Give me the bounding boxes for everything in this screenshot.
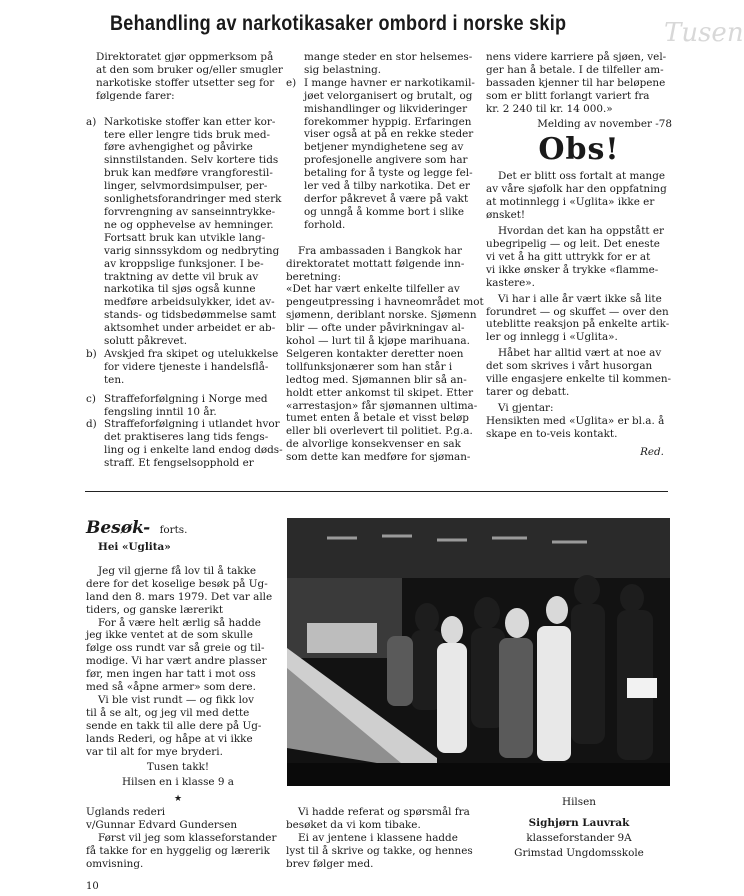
text-line: viser også at på en rekke steder xyxy=(304,128,474,141)
column-2 xyxy=(286,51,484,464)
text-line: det praktiseres lang tids fengs- xyxy=(104,431,269,444)
text-line: Fortsatt bruk kan utvikle lang- xyxy=(104,231,266,244)
list-marker: c) xyxy=(86,392,96,405)
bottom-right-signature xyxy=(486,796,672,860)
text-line: følgende farer: xyxy=(96,89,175,102)
signature-red: Red. xyxy=(640,445,664,458)
list-item-c xyxy=(86,393,270,419)
text-line: sinnstilstanden. Selv kortere tids xyxy=(104,154,279,167)
text-line: betjener myndighetene seg av xyxy=(304,141,464,154)
list-marker: e) xyxy=(286,76,297,89)
text-line: forundret — og skuffet — over den xyxy=(486,305,669,318)
obs-heading: Obs! xyxy=(538,132,620,168)
text-line: ger han å betale. I de tilfeller am- xyxy=(486,63,664,76)
text-line: det som skrives i vårt husorgan xyxy=(486,360,653,373)
text-line: tumet enten å betale et visst beløp xyxy=(286,412,469,425)
students-photo-illustration xyxy=(287,518,670,786)
address-line: Uglands rederi xyxy=(86,806,166,819)
text-line: bassaden kjenner til har beløpene xyxy=(486,76,666,89)
text-line: lands Rederi, og håpe at vi ikke xyxy=(86,732,253,745)
text-line: tere eller lengre tids bruk med- xyxy=(104,128,271,141)
text-line: traktning av dette vil bruk av xyxy=(104,270,259,283)
text-line: mishandlinger og likvideringer xyxy=(304,102,468,115)
text-line: kr. 2 240 til kr. 14 000.» xyxy=(486,102,613,115)
text-line: varig sinnssykdom og nedbryting xyxy=(104,244,280,257)
text-line: Først vil jeg som klasseforstander xyxy=(98,832,277,845)
text-line: kastere». xyxy=(486,276,535,289)
text-line: som er blitt forlangt variert fra xyxy=(486,89,650,102)
text-line: eller bli overlevert til politiet. P.g.a. xyxy=(286,425,473,438)
text-line: ler og innlegg i «Uglita». xyxy=(486,331,618,344)
text-line: Fra ambassaden i Bangkok har xyxy=(298,244,463,257)
text-line: direktoratet mottatt følgende inn- xyxy=(286,257,465,270)
text-line: forekommer hyppig. Erfaringen xyxy=(304,115,472,128)
text-line: forhold. xyxy=(304,218,346,231)
bangkok-paragraph xyxy=(286,244,484,464)
text-line: bruk kan medføre vrangforestil- xyxy=(104,167,273,180)
besok-heading: Besøk- xyxy=(86,518,151,538)
hilsen-label: Hilsen xyxy=(562,796,596,808)
besok-forts: forts. xyxy=(159,524,188,536)
text-line: sjømenn, deriblant norske. Sjømenn xyxy=(286,309,477,322)
text-line: ne og opphevelse av hemninger. xyxy=(104,218,274,231)
text-line: ler ved å tilby narkotika. Det er xyxy=(304,180,470,193)
thanks-line: Tusen takk! xyxy=(146,760,210,773)
text-line: mange steder en stor helsemes- xyxy=(304,51,473,63)
ghost-title: Tusen xyxy=(664,18,744,48)
text-line: holdt etter ankomst til skipet. Etter xyxy=(286,386,474,399)
text-line: føre avhengighet og påvirke xyxy=(104,141,253,154)
text-line: betaling for å tyste og legge fel- xyxy=(304,167,473,180)
list-item-e xyxy=(286,76,475,232)
text-line: Straffeforfølgning i Norge med xyxy=(104,392,268,405)
text-line: Hensikten med «Uglita» er bl.a. å xyxy=(486,414,665,427)
text-line: nens videre karriere på sjøen, vel- xyxy=(486,51,667,63)
text-line: tiders, og ganske lærerikt xyxy=(86,603,224,616)
text-line: av kroppslige funksjoner. I be- xyxy=(104,257,264,270)
text-line: solutt påkrevet. xyxy=(104,335,188,348)
text-line: ubegripelig — og leit. Det eneste xyxy=(486,237,660,250)
text-line: ønsket! xyxy=(486,209,526,222)
text-line: kohol — lurt til å kjøpe marihuana. xyxy=(286,335,470,348)
besok-column xyxy=(86,518,277,871)
address-line: v/Gunnar Edvard Gundersen xyxy=(86,819,238,832)
text-line: tollfunksjonærer som han står i xyxy=(286,360,453,373)
text-line: land den 8. mars 1979. Det var alle xyxy=(86,590,273,603)
text-line: stands- og tidsbedømmelse samt xyxy=(104,309,277,322)
bottom-middle-text xyxy=(286,806,472,871)
column-1 xyxy=(86,51,283,470)
text-line: fengsling inntil 10 år. xyxy=(104,405,217,418)
list-marker: a) xyxy=(86,115,97,128)
text-line: vi vet å ha gitt uttrykk for er at xyxy=(486,250,651,263)
text-line: ten. xyxy=(104,373,125,386)
text-line: ville engasjere enkelte til kommen- xyxy=(486,373,672,386)
text-line: derfor påkrevet å være på vakt xyxy=(304,192,469,205)
text-line: Narkotiske stoffer kan etter kor- xyxy=(104,115,276,128)
text-line: var til alt for mye bryderi. xyxy=(86,745,223,758)
text-line: medføre arbeidsulykker, idet av- xyxy=(104,296,275,309)
text-line: få takke for en hyggelig og lærerik xyxy=(86,844,270,857)
text-line: I mange havner er narkotikamil- xyxy=(304,76,475,89)
text-line: besøket da vi kom tibake. xyxy=(286,818,421,831)
intro-paragraph xyxy=(86,51,283,103)
text-line: som dette kan medføre for sjøman- xyxy=(286,451,471,464)
text-line: Jeg vil gjerne få lov til å takke xyxy=(98,564,257,577)
text-line: profesjonelle angivere som har xyxy=(304,154,468,167)
section-divider xyxy=(85,491,668,492)
text-line: for videre tjeneste i handelsflå- xyxy=(104,360,269,373)
text-line: Avskjed fra skipet og utelukkelse xyxy=(104,347,279,360)
hilsen-line: Hilsen en i klasse 9 a xyxy=(122,776,234,789)
text-line: av våre sjøfolk har den oppfatning xyxy=(486,183,667,196)
text-line: uteblitte reaksjon på enkelte artik- xyxy=(486,318,670,331)
text-line: jeg ikke ventet at de som skulle xyxy=(86,629,253,642)
text-line: narkotiske stoffer utsetter seg for xyxy=(96,76,275,89)
text-line: skape en to-veis kontakt. xyxy=(486,427,618,440)
text-line: Selgeren kontakter deretter noen xyxy=(286,347,464,360)
text-line: forvrengning av sanseinntrykke- xyxy=(104,205,276,218)
text-line: følge oss rundt var så greie og til- xyxy=(86,642,265,655)
text-line: vi ikke ønsker å trykke «flamme- xyxy=(486,263,659,276)
list-marker: d) xyxy=(86,418,97,431)
list-item-b xyxy=(86,347,279,387)
text-line: sig belastning. xyxy=(304,63,382,76)
text-line: brev følger med. xyxy=(286,857,374,870)
text-line: Hvordan det kan ha oppstått er xyxy=(498,225,664,238)
text-line: modige. Vi har vært andre plasser xyxy=(86,655,267,668)
text-line: Vi ble vist rundt — og fikk lov xyxy=(98,693,255,706)
text-line: omvisning. xyxy=(86,857,144,870)
text-line: ling og i enkelte land endog døds- xyxy=(104,444,283,457)
text-line: «arrestasjon» får sjømannen ultima- xyxy=(286,399,478,412)
text-line: linger, selvmordsimpulser, per- xyxy=(104,180,268,193)
column-3 xyxy=(486,51,672,458)
signer-name: Sighjørn Lauvrak xyxy=(528,816,630,829)
text-line: For å være helt ærlig så hadde xyxy=(98,616,261,629)
text-line: Vi gjentar: xyxy=(498,401,554,414)
text-line: jøet velorganisert og brutalt, og xyxy=(304,89,473,102)
star-separator: ★ xyxy=(173,794,183,805)
text-line: til å se alt, og jeg vil med dette xyxy=(86,706,250,719)
text-line: Vi har i alle år vært ikke så lite xyxy=(498,292,662,305)
text-line: før, men ingen har tatt i mot oss xyxy=(86,668,256,681)
melding-line: Melding av november -78 xyxy=(537,117,672,130)
text-line: Håbet har alltid vært at noe av xyxy=(498,347,662,360)
text-line: «Det har vært enkelte tilfeller av xyxy=(286,283,460,296)
text-line: de alvorlige konsekvenser en sak xyxy=(286,438,461,451)
text-line: blir — ofte under påvirkningav al- xyxy=(286,322,465,335)
text-line: straff. Et fengselsopphold er xyxy=(104,457,254,470)
text-line: pengeutpressing i havneområdet mot xyxy=(286,296,484,309)
signer-role: klasseforstander 9A xyxy=(526,831,632,844)
text-line: Ei av jentene i klassene hadde xyxy=(298,831,458,844)
text-line: dere for det koselige besøk på Ug- xyxy=(86,577,268,590)
text-line: sende en takk til alle dere på Ug- xyxy=(86,719,262,732)
text-line: sonlighetsforandringer med sterk xyxy=(104,193,282,206)
text-line: ledtog med. Sjømannen blir så an- xyxy=(286,373,467,386)
list-item-a xyxy=(86,115,282,348)
text-line: Straffeforfølgning i utlandet hvor xyxy=(104,418,280,431)
greeting: Hei «Uglita» xyxy=(98,541,171,553)
list-item-d xyxy=(86,418,283,470)
text-line: Vi hadde referat og spørsmål fra xyxy=(298,806,470,818)
text-line: narkotika til sjøs også kunne xyxy=(104,283,256,296)
text-line: at den som bruker og/eller smugler xyxy=(96,63,283,76)
text-line: beretning: xyxy=(286,270,341,283)
text-line: og unngå å komme bort i slike xyxy=(304,205,465,218)
besok-heading-row xyxy=(86,518,270,540)
text-line: aktsomhet under arbeidet er ab- xyxy=(104,322,276,335)
school-name: Grimstad Ungdomsskole xyxy=(514,846,644,859)
text-line: at motinnlegg i «Uglita» ikke er xyxy=(486,196,655,209)
text-line: Direktoratet gjør oppmerksom på xyxy=(96,51,274,63)
article-title: Behandling av narkotikasaker ombord i norske skip xyxy=(110,12,567,35)
text-line: med så «åpne armer» som dere. xyxy=(86,681,256,694)
text-line: lyst til å skrive og takke, og hennes xyxy=(286,844,473,857)
page-number: 10 xyxy=(86,881,99,892)
text-line: tarer og debatt. xyxy=(486,385,570,398)
group-photo xyxy=(287,518,670,786)
list-marker: b) xyxy=(86,347,97,360)
text-line: Det er blitt oss fortalt at mange xyxy=(498,170,666,183)
